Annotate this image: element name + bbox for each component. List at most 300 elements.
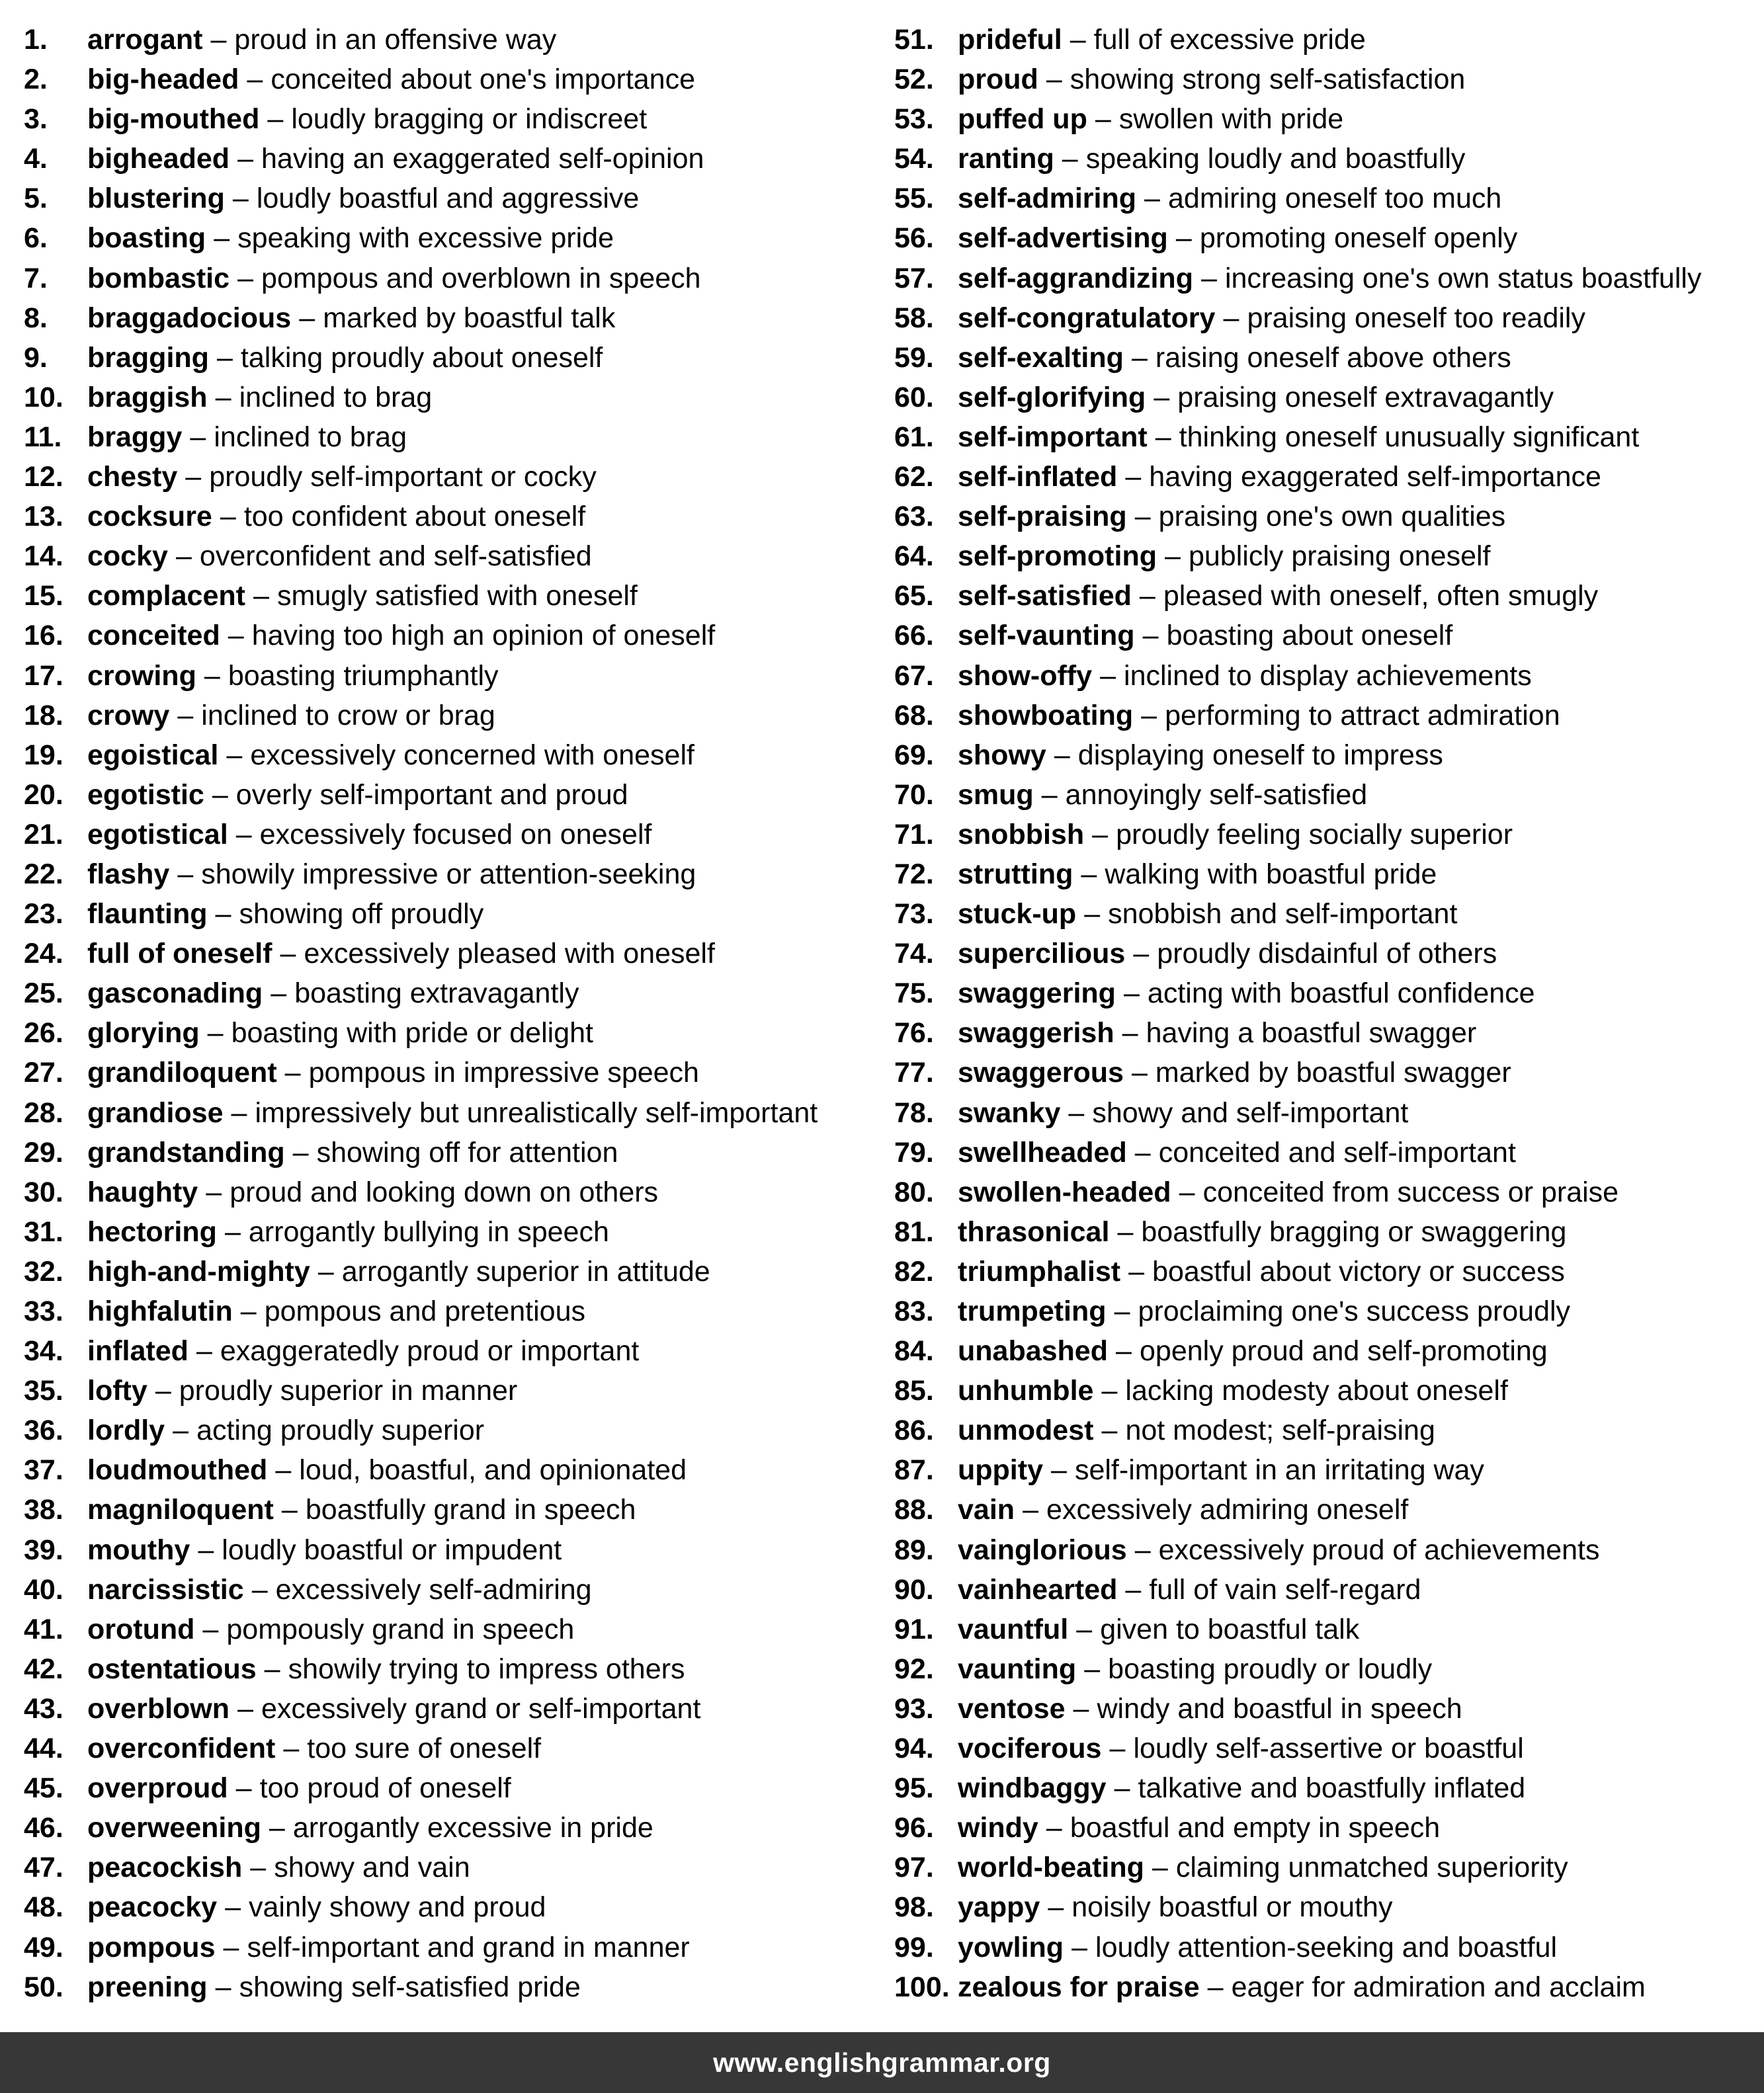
list-item (24, 894, 877, 934)
item-number: 8. (24, 302, 48, 334)
list-item (24, 218, 877, 258)
item-definition: publicly praising oneself (1188, 540, 1491, 573)
item-number: 16. (24, 620, 63, 652)
item-term: boasting (87, 222, 206, 255)
item-number: 63. (894, 501, 934, 533)
item-term: ostentatious (87, 1653, 257, 1685)
list-item (24, 815, 877, 854)
item-dash: – (215, 1971, 231, 2003)
item-definition: not modest; self-praising (1125, 1415, 1435, 1447)
list-item (24, 1967, 877, 2007)
item-definition: eager for admiration and acclaim (1231, 1971, 1646, 2003)
item-dash: – (292, 1136, 309, 1169)
item-number: 75. (894, 977, 934, 1010)
item-definition: speaking with excessive pride (237, 222, 614, 255)
item-number: 3. (24, 103, 48, 136)
item-definition: loud, boastful, and opinionated (299, 1454, 687, 1487)
list-item (894, 457, 1754, 497)
item-term: overconfident (87, 1733, 276, 1765)
item-definition: boasting triumphantly (228, 659, 499, 692)
item-term: self-promoting (958, 540, 1157, 573)
item-dash: – (173, 1415, 189, 1447)
item-dash: – (1054, 739, 1070, 771)
item-number: 84. (894, 1335, 934, 1368)
item-number: 56. (894, 222, 934, 255)
list-item (894, 338, 1754, 378)
item-term: proud (958, 63, 1038, 96)
item-number: 32. (24, 1255, 63, 1288)
item-definition: inclined to brag (239, 381, 433, 413)
item-definition: loudly boastful or impudent (222, 1534, 562, 1566)
item-number: 4. (24, 143, 48, 175)
item-term: egotistical (87, 818, 228, 850)
item-number: 33. (24, 1295, 63, 1327)
item-number: 30. (24, 1176, 63, 1208)
list-item (894, 1450, 1754, 1490)
item-definition: admiring oneself too much (1167, 183, 1502, 215)
item-definition: proudly superior in manner (179, 1375, 518, 1407)
item-term: supercilious (958, 938, 1126, 970)
item-term: self-congratulatory (958, 302, 1216, 334)
list-item (894, 1252, 1754, 1292)
item-dash: – (1154, 381, 1170, 413)
list-item (24, 1053, 877, 1092)
item-definition: annoyingly self-satisfied (1065, 778, 1368, 811)
item-dash: – (1125, 1573, 1142, 1606)
item-number: 78. (894, 1096, 934, 1129)
list-item (894, 576, 1754, 616)
item-number: 47. (24, 1852, 63, 1884)
item-number: 96. (894, 1812, 934, 1844)
list-item (24, 1808, 877, 1848)
item-term: glorying (87, 1017, 200, 1049)
item-term: world-beating (958, 1852, 1144, 1884)
item-definition: boasting proudly or loudly (1108, 1653, 1433, 1685)
list-item (24, 1610, 877, 1649)
item-term: swellheaded (958, 1136, 1127, 1169)
item-term: full of oneself (87, 938, 273, 970)
item-number: 41. (24, 1613, 63, 1645)
item-dash: – (175, 540, 192, 573)
item-dash: – (1128, 1255, 1145, 1288)
item-number: 34. (24, 1335, 63, 1368)
item-number: 42. (24, 1653, 63, 1685)
item-dash: – (1133, 938, 1150, 970)
list-item (24, 378, 877, 417)
list-item (24, 1212, 877, 1252)
item-term: zealous for praise (958, 1971, 1200, 2003)
list-item (24, 656, 877, 696)
item-term: gasconading (87, 977, 263, 1010)
item-definition: marked by boastful talk (323, 302, 616, 334)
item-dash: – (247, 63, 263, 96)
list-item (24, 457, 877, 497)
item-term: show-offy (958, 659, 1093, 692)
footer-url[interactable]: www.englishgrammar.org (713, 2047, 1051, 2078)
list-item (24, 1887, 877, 1927)
item-dash: – (240, 1295, 257, 1327)
list-item (894, 259, 1754, 298)
item-dash: – (1041, 778, 1058, 811)
item-dash: – (1117, 1215, 1134, 1248)
item-term: windbaggy (958, 1772, 1107, 1805)
item-term: snobbish (958, 818, 1085, 850)
list-item (24, 497, 877, 536)
item-term: self-vaunting (958, 620, 1135, 652)
item-number: 59. (894, 341, 934, 374)
item-number: 27. (24, 1057, 63, 1089)
item-term: braggish (87, 381, 208, 413)
item-definition: given to boastful talk (1100, 1613, 1360, 1645)
list-item (894, 1013, 1754, 1053)
item-number: 44. (24, 1733, 63, 1765)
item-definition: promoting oneself openly (1199, 222, 1518, 255)
item-definition: showing strong self-satisfaction (1070, 63, 1466, 96)
item-number: 65. (894, 580, 934, 612)
item-definition: full of excessive pride (1093, 24, 1366, 56)
list-item (24, 576, 877, 616)
item-number: 86. (894, 1415, 934, 1447)
list-item (24, 1689, 877, 1729)
item-number: 26. (24, 1017, 63, 1049)
item-definition: talkative and boastfully inflated (1138, 1772, 1526, 1805)
item-definition: speaking loudly and boastfully (1085, 143, 1466, 175)
item-definition: acting with boastful confidence (1147, 977, 1535, 1010)
item-definition: praising oneself too readily (1247, 302, 1585, 334)
item-number: 98. (894, 1891, 934, 1924)
item-dash: – (269, 1812, 285, 1844)
item-dash: – (235, 1772, 252, 1805)
list-item (894, 1689, 1754, 1729)
item-dash: – (1165, 540, 1181, 573)
item-term: overproud (87, 1772, 228, 1805)
item-definition: pleased with oneself, often smugly (1163, 580, 1599, 612)
item-number: 66. (894, 620, 934, 652)
list-item (894, 20, 1754, 60)
list-item (24, 1530, 877, 1570)
item-dash: – (264, 1653, 280, 1685)
item-term: self-admiring (958, 183, 1136, 215)
item-definition: excessively admiring oneself (1046, 1494, 1409, 1526)
item-number: 76. (894, 1017, 934, 1049)
item-definition: arrogantly excessive in pride (292, 1812, 653, 1844)
item-term: thrasonical (958, 1215, 1110, 1248)
item-term: preening (87, 1971, 208, 2003)
item-definition: excessively pleased with oneself (304, 938, 715, 970)
item-definition: proud and looking down on others (230, 1176, 659, 1208)
list-item (894, 1928, 1754, 1967)
item-number: 10. (24, 381, 63, 413)
item-number: 48. (24, 1891, 63, 1924)
item-number: 36. (24, 1415, 63, 1447)
item-dash: – (1046, 1812, 1062, 1844)
item-number: 50. (24, 1971, 63, 2003)
item-dash: – (1122, 1017, 1138, 1049)
item-dash: – (1134, 1136, 1151, 1169)
item-term: bigheaded (87, 143, 230, 175)
item-number: 85. (894, 1375, 934, 1407)
item-definition: excessively concerned with oneself (250, 739, 694, 771)
item-dash: – (235, 818, 252, 850)
item-definition: too confident about oneself (243, 501, 586, 533)
item-definition: marked by boastful swagger (1155, 1057, 1511, 1089)
item-term: swaggering (958, 977, 1116, 1010)
list-item (24, 99, 877, 139)
item-dash: – (190, 421, 206, 453)
item-definition: boastful and empty in speech (1070, 1812, 1441, 1844)
item-term: swanky (958, 1096, 1061, 1129)
item-dash: – (207, 1017, 224, 1049)
item-number: 40. (24, 1573, 63, 1606)
item-dash: – (280, 938, 296, 970)
list-item (894, 1292, 1754, 1331)
list-item (894, 417, 1754, 457)
list-item (894, 1530, 1754, 1570)
item-term: vociferous (958, 1733, 1102, 1765)
item-definition: loudly bragging or indiscreet (291, 103, 648, 136)
item-term: smug (958, 778, 1034, 811)
item-term: grandiose (87, 1096, 224, 1129)
item-definition: having too high an opinion of oneself (251, 620, 716, 652)
item-dash: – (275, 1454, 292, 1487)
item-term: big-mouthed (87, 103, 260, 136)
word-list-right (894, 20, 1754, 2007)
item-dash: – (1051, 1454, 1067, 1487)
item-definition: impressively but unrealistically self-important (255, 1096, 818, 1129)
item-term: narcissistic (87, 1573, 244, 1606)
item-number: 20. (24, 778, 63, 811)
item-definition: inclined to crow or brag (201, 699, 495, 731)
item-term: flashy (87, 858, 170, 890)
item-dash: – (155, 1375, 171, 1407)
item-number: 53. (894, 103, 934, 136)
item-definition: showing self-satisfied pride (239, 1971, 581, 2003)
item-dash: – (1048, 1891, 1064, 1924)
list-item (894, 1967, 1754, 2007)
item-number: 21. (24, 818, 63, 850)
list-item (24, 338, 877, 378)
item-term: grandiloquent (87, 1057, 277, 1089)
item-number: 58. (894, 302, 934, 334)
list-item (24, 1172, 877, 1212)
item-number: 14. (24, 540, 63, 573)
list-item (894, 934, 1754, 973)
item-term: crowing (87, 659, 196, 692)
item-number: 29. (24, 1136, 63, 1169)
item-term: lofty (87, 1375, 147, 1407)
item-dash: – (1116, 1335, 1132, 1368)
item-number: 54. (894, 143, 934, 175)
item-number: 18. (24, 699, 63, 731)
item-term: yappy (958, 1891, 1040, 1924)
list-item (24, 616, 877, 655)
item-term: self-advertising (958, 222, 1168, 255)
list-item (894, 1729, 1754, 1768)
item-dash: – (1179, 1176, 1195, 1208)
list-item (894, 1053, 1754, 1092)
item-dash: – (1134, 501, 1151, 533)
item-definition: self-important and grand in manner (247, 1931, 690, 1963)
item-dash: – (210, 24, 227, 56)
item-term: cocksure (87, 501, 212, 533)
item-definition: increasing one's own status boastfully (1224, 262, 1702, 294)
item-definition: inclined to brag (214, 421, 407, 453)
item-dash: – (1101, 1375, 1118, 1407)
item-number: 7. (24, 262, 48, 294)
list-item (24, 60, 877, 99)
item-term: bragging (87, 341, 209, 374)
item-definition: exaggeratedly proud or important (220, 1335, 640, 1368)
item-term: vain (958, 1494, 1015, 1526)
list-item (894, 1610, 1754, 1649)
item-number: 61. (894, 421, 934, 453)
item-term: chesty (87, 461, 178, 493)
item-number: 46. (24, 1812, 63, 1844)
item-dash: – (253, 580, 269, 612)
item-term: ranting (958, 143, 1054, 175)
item-term: windy (958, 1812, 1038, 1844)
list-item (24, 735, 877, 775)
item-dash: – (1068, 1096, 1085, 1129)
item-number: 68. (894, 699, 934, 731)
item-number: 72. (894, 858, 934, 890)
item-definition: loudly boastful and aggressive (256, 183, 640, 215)
item-term: magniloquent (87, 1494, 274, 1526)
item-dash: – (214, 222, 230, 255)
list-item (24, 854, 877, 894)
item-term: unabashed (958, 1335, 1108, 1368)
item-term: vainglorious (958, 1534, 1127, 1566)
item-definition: acting proudly superior (196, 1415, 485, 1447)
item-term: inflated (87, 1335, 189, 1368)
item-definition: openly proud and self-promoting (1139, 1335, 1548, 1368)
item-term: self-important (958, 421, 1148, 453)
item-number: 89. (894, 1534, 934, 1566)
item-definition: showing off proudly (239, 898, 484, 930)
item-number: 73. (894, 898, 934, 930)
item-dash: – (1070, 24, 1086, 56)
item-definition: thinking oneself unusually significant (1179, 421, 1640, 453)
item-number: 31. (24, 1215, 63, 1248)
item-number: 93. (894, 1692, 934, 1725)
list-item (24, 1768, 877, 1808)
item-dash: – (267, 103, 284, 136)
item-term: braggadocious (87, 302, 292, 334)
item-term: overblown (87, 1692, 230, 1725)
item-dash: – (216, 341, 233, 374)
item-dash: – (1131, 1057, 1148, 1089)
item-term: unhumble (958, 1375, 1094, 1407)
item-definition: showing off for attention (316, 1136, 618, 1169)
item-number: 12. (24, 461, 63, 493)
item-number: 35. (24, 1375, 63, 1407)
item-term: high-and-mighty (87, 1255, 310, 1288)
list-item (24, 259, 877, 298)
item-term: big-headed (87, 63, 239, 96)
item-term: grandstanding (87, 1136, 285, 1169)
item-dash: – (250, 1852, 267, 1884)
list-item (894, 1331, 1754, 1371)
item-dash: – (1100, 659, 1116, 692)
item-definition: excessively self-admiring (275, 1573, 592, 1606)
list-item (894, 735, 1754, 775)
item-definition: pompous and overblown in speech (261, 262, 701, 294)
item-number: 17. (24, 659, 63, 692)
item-definition: windy and boastful in speech (1097, 1692, 1462, 1725)
item-definition: boastful about victory or success (1152, 1255, 1565, 1288)
item-number: 11. (24, 421, 62, 453)
item-dash: – (198, 1534, 214, 1566)
item-term: vaunting (958, 1653, 1077, 1685)
item-number: 90. (894, 1573, 934, 1606)
item-definition: having exaggerated self-importance (1149, 461, 1601, 493)
item-number: 83. (894, 1295, 934, 1327)
item-definition: vainly showy and proud (249, 1891, 546, 1924)
item-definition: claiming unmatched superiority (1175, 1852, 1568, 1884)
item-number: 99. (894, 1931, 934, 1963)
list-item (894, 1411, 1754, 1450)
list-item (894, 696, 1754, 735)
item-dash: – (196, 1335, 212, 1368)
item-dash: – (1046, 63, 1062, 96)
list-item (24, 536, 877, 576)
item-term: self-exalting (958, 341, 1124, 374)
list-item (894, 179, 1754, 218)
item-number: 15. (24, 580, 63, 612)
item-number: 22. (24, 858, 63, 890)
item-number: 94. (894, 1733, 934, 1765)
item-definition: pompously grand in speech (226, 1613, 575, 1645)
item-number: 57. (894, 262, 934, 294)
item-number: 19. (24, 739, 63, 771)
item-definition: showy and vain (274, 1852, 470, 1884)
item-definition: excessively focused on oneself (259, 818, 652, 850)
item-term: self-aggrandizing (958, 262, 1193, 294)
item-definition: boasting about oneself (1166, 620, 1453, 652)
item-number: 5. (24, 183, 48, 215)
item-dash: – (1023, 1494, 1038, 1526)
item-number: 55. (894, 183, 934, 215)
item-definition: loudly self-assertive or boastful (1133, 1733, 1524, 1765)
list-item (24, 1450, 877, 1490)
item-dash: – (1123, 977, 1140, 1010)
list-item (894, 815, 1754, 854)
item-dash: – (1223, 302, 1239, 334)
list-item (24, 1133, 877, 1172)
item-dash: – (185, 461, 202, 493)
item-dash: – (1175, 222, 1192, 255)
item-dash: – (1081, 858, 1097, 890)
item-term: pompous (87, 1931, 216, 1963)
item-number: 38. (24, 1494, 63, 1526)
list-item (894, 1570, 1754, 1610)
item-definition: performing to attract admiration (1165, 699, 1560, 731)
item-term: cocky (87, 540, 168, 573)
item-term: self-satisfied (958, 580, 1132, 612)
item-definition: proclaiming one's success proudly (1138, 1295, 1571, 1327)
item-term: swollen-headed (958, 1176, 1171, 1208)
list-item (894, 1172, 1754, 1212)
item-dash: – (1125, 461, 1142, 493)
item-term: self-praising (958, 501, 1127, 533)
item-definition: arrogantly superior in attitude (341, 1255, 710, 1288)
list-item (24, 179, 877, 218)
item-definition: arrogantly bullying in speech (248, 1215, 609, 1248)
item-dash: – (237, 1692, 253, 1725)
item-definition: boasting with pride or delight (231, 1017, 593, 1049)
item-term: prideful (958, 24, 1062, 56)
item-term: arrogant (87, 24, 203, 56)
